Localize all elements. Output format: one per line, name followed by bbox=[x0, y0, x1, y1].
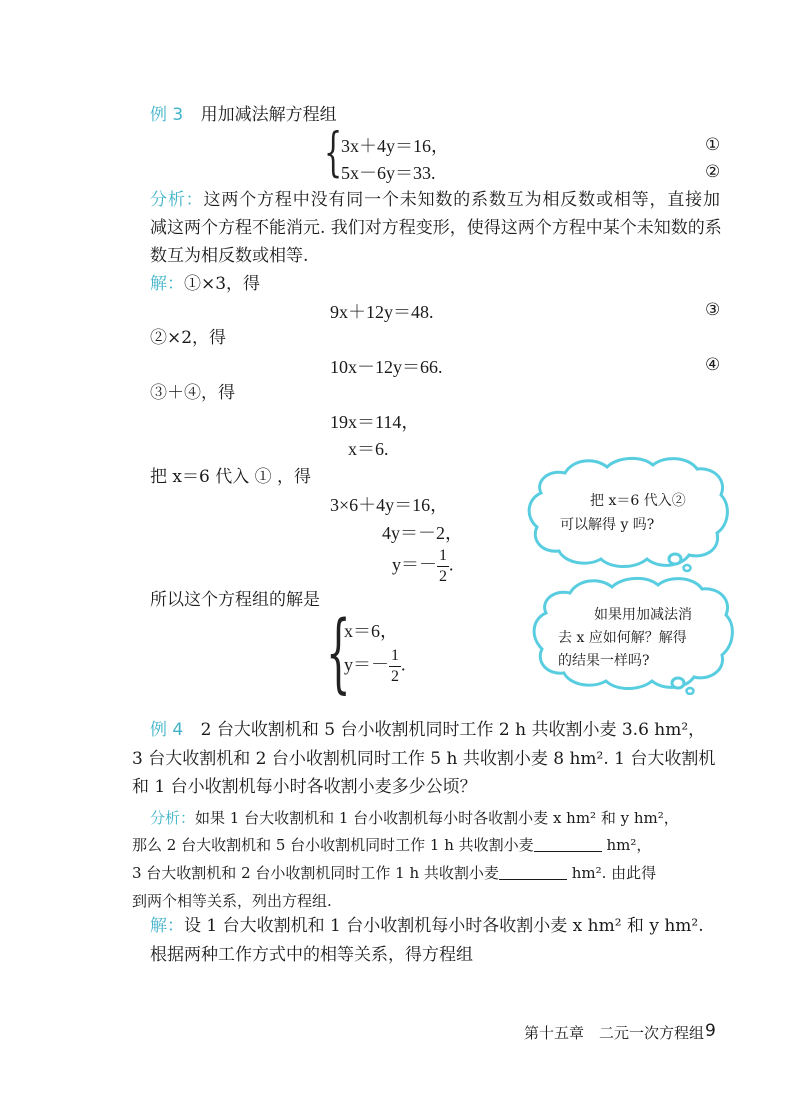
analysis3-line2: 减这两个方程不能消元. 我们对方程变形，使得这两个方程中某个未知数的系 bbox=[150, 218, 722, 238]
bubble2-line2: 去 x 应如何解？解得 bbox=[558, 630, 687, 646]
eq5: 19x＝114， bbox=[330, 412, 420, 432]
eq9-lhs: y＝－ bbox=[392, 554, 437, 575]
bubble1-line1: 把 x＝6 代入② bbox=[590, 493, 686, 509]
example3-heading bbox=[150, 107, 337, 124]
analysis4-line4: 到两个相等关系，列出方程组. bbox=[132, 892, 332, 910]
analysis3-line1 bbox=[150, 192, 720, 209]
solution3-step2: ②×2，得 bbox=[150, 328, 227, 348]
bubble1-line2-text: 可以解得 y 吗? bbox=[560, 517, 655, 533]
bubble2-line3: 的结果一样吗? bbox=[558, 653, 650, 669]
analysis4-line2-post: hm²， bbox=[606, 836, 652, 854]
analysis4-line1 bbox=[150, 807, 679, 828]
analysis3-line1-text: 这两个方程中没有同一个未知数的系数互为相反数或相等，直接加 bbox=[203, 190, 721, 210]
eq1-marker: ① bbox=[705, 135, 721, 155]
frac-numerator: 1 bbox=[437, 548, 449, 567]
page-number: 9 bbox=[705, 1021, 716, 1041]
example3-title: 用加减法解方程组 bbox=[200, 105, 337, 125]
eq2-marker: ② bbox=[705, 162, 721, 182]
answer-brace: { bbox=[326, 603, 351, 703]
answer-y: y＝－ $\frac{1}{2}$ . bbox=[344, 647, 406, 685]
eq4-marker: ④ bbox=[705, 355, 721, 375]
eq6: x＝6. bbox=[348, 439, 389, 459]
solution4-label: 解： bbox=[150, 916, 184, 936]
analysis4-line3-pre: 3 台大收割机和 2 台小收割机同时工作 1 h 共收割小麦 bbox=[132, 864, 499, 882]
eq9: y＝－ $\frac{1}{2}$ . bbox=[392, 547, 454, 585]
system1-eq1: 3x＋4y＝16， bbox=[341, 136, 449, 156]
chapter-footer: 第十五章 二元一次方程组 bbox=[524, 1024, 705, 1042]
analysis4-line1-text: 如果 1 台大收割机和 1 台小收割机每小时各收割小麦 x hm² 和 y hm²， bbox=[195, 809, 679, 827]
analysis4-line3 bbox=[132, 862, 656, 883]
analysis4-line2 bbox=[132, 834, 651, 855]
solution3-step3: ③＋④，得 bbox=[150, 383, 235, 403]
analysis4-label: 分析： bbox=[150, 809, 196, 827]
fraction-one-half bbox=[437, 548, 449, 585]
example4-line1 bbox=[150, 722, 720, 739]
solution3-step4: 把 x＝6 代入 ① ，得 bbox=[150, 467, 312, 487]
solution3-step1 bbox=[150, 276, 260, 293]
answer-y-lhs: y＝－ bbox=[344, 654, 389, 675]
fill-blank-1[interactable] bbox=[534, 836, 602, 852]
example4-label: 例 4 bbox=[150, 720, 184, 740]
example4-line3: 和 1 台小收割机每小时各收割小麦多少公顷？ bbox=[132, 777, 477, 797]
solution3-conclusion: 所以这个方程组的解是 bbox=[150, 590, 320, 610]
frac-denominator: 2 bbox=[439, 568, 447, 585]
example4-line1-text: 2 台大收割机和 5 台小收割机同时工作 2 h 共收割小麦 3.6 hm²， bbox=[200, 720, 706, 740]
example4-line2: 3 台大收割机和 2 台小收割机同时工作 5 h 共收割小麦 8 hm². 1 台大收割机 bbox=[132, 749, 716, 769]
answer-frac-denominator: 2 bbox=[391, 668, 399, 685]
system1-eq2: 5x－6y＝33. bbox=[341, 163, 436, 183]
solution4-line1-text: 设 1 台大收割机和 1 台小收割机每小时各收割小麦 x hm² 和 y hm². bbox=[184, 916, 704, 936]
eq3: 9x＋12y＝48. bbox=[330, 302, 434, 322]
analysis4-line2-pre: 那么 2 台大收割机和 5 台小收割机同时工作 1 h 共收割小麦 bbox=[132, 836, 534, 854]
solution4-line1 bbox=[150, 918, 704, 935]
example3-label: 例 3 bbox=[150, 105, 184, 125]
fill-blank-2[interactable] bbox=[499, 864, 567, 880]
solution4-line2: 根据两种工作方式中的相等关系，得方程组 bbox=[150, 945, 473, 965]
analysis3-line3: 数互为相反数或相等. bbox=[150, 246, 309, 266]
solution3-label: 解： bbox=[150, 274, 184, 294]
answer-x: x＝6， bbox=[344, 621, 398, 641]
answer-fraction bbox=[389, 648, 401, 685]
eq3-marker: ③ bbox=[705, 300, 721, 320]
eq7: 3×6＋4y＝16， bbox=[330, 495, 449, 515]
eq4: 10x－12y＝66. bbox=[330, 357, 443, 377]
bubble2-line1: 如果用加减法消 bbox=[594, 607, 692, 623]
system1-brace: { bbox=[324, 123, 343, 183]
answer-frac-numerator: 1 bbox=[389, 648, 401, 667]
analysis4-line3-post: hm². 由此得 bbox=[571, 864, 657, 882]
analysis3-label: 分析： bbox=[150, 190, 204, 210]
eq8: 4y＝－2， bbox=[382, 523, 463, 543]
solution3-step1-text: ①×3，得 bbox=[184, 274, 261, 294]
